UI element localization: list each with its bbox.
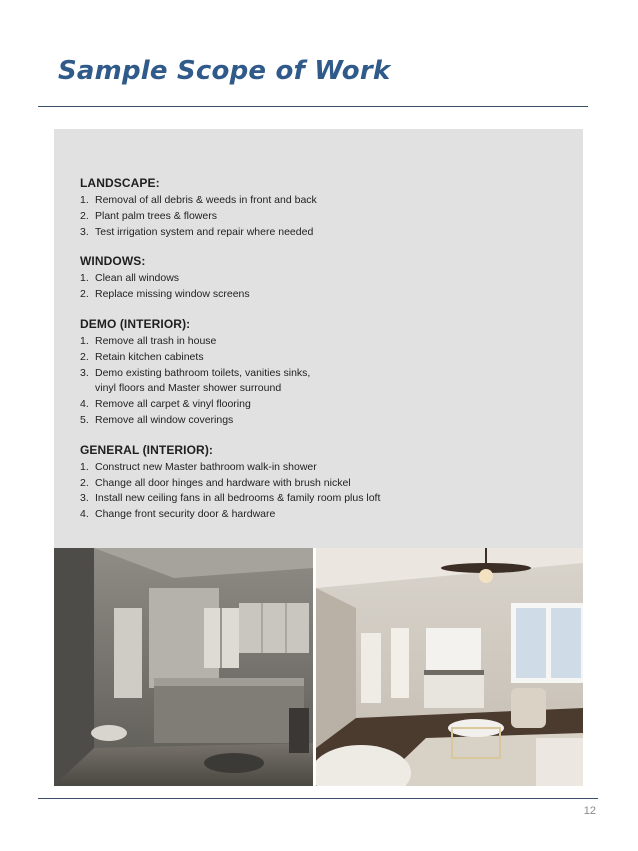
list-item: 1. Removal of all debris & weeds in front and back bbox=[80, 194, 317, 206]
scope-list bbox=[80, 176, 570, 537]
section-general-interior bbox=[80, 443, 570, 523]
list-item: 5. Remove all window coverings bbox=[80, 413, 234, 426]
list-item: 1. Construct new Master bathroom walk-in shower bbox=[80, 460, 317, 473]
section-landscape bbox=[80, 176, 570, 240]
page-title: Sample Scope of Work bbox=[58, 56, 391, 86]
page-number: 12 bbox=[583, 805, 596, 817]
photo-strip bbox=[54, 548, 583, 786]
section-heading: LANDSCAPE: bbox=[80, 176, 160, 190]
scope-panel bbox=[54, 129, 583, 548]
list-item: 4. Remove all carpet & vinyl flooring bbox=[80, 398, 251, 411]
bottom-divider bbox=[38, 798, 598, 799]
before-photo bbox=[54, 548, 313, 786]
after-photo bbox=[316, 548, 583, 786]
list-item: 2. Retain kitchen cabinets bbox=[80, 350, 204, 363]
top-divider bbox=[38, 106, 588, 107]
list-item: 3. Install new ceiling fans in all bedrooms & family room plus loft bbox=[80, 492, 381, 505]
list-item: 3. Test irrigation system and repair where needed bbox=[80, 225, 314, 238]
list-item: 3. Demo existing bathroom toilets, vanities sinks, vinyl floors and Master shower surround bbox=[80, 366, 311, 395]
section-heading: WINDOWS: bbox=[80, 254, 146, 269]
list-item: 2. Replace missing window screens bbox=[80, 288, 250, 301]
list-item: 2. Change all door hinges and hardware with brush nickel bbox=[80, 476, 351, 489]
list-item: 4. Change front security door & hardware bbox=[80, 508, 276, 521]
section-heading: GENERAL (INTERIOR): bbox=[80, 442, 214, 457]
section-heading: DEMO (INTERIOR): bbox=[80, 316, 191, 331]
section-windows bbox=[80, 254, 570, 303]
list-item: 1. Clean all windows bbox=[80, 272, 180, 285]
list-item: 1. Remove all trash in house bbox=[80, 334, 217, 347]
section-demo-interior bbox=[80, 317, 570, 429]
list-item: 2. Plant palm trees & flowers bbox=[80, 209, 217, 222]
